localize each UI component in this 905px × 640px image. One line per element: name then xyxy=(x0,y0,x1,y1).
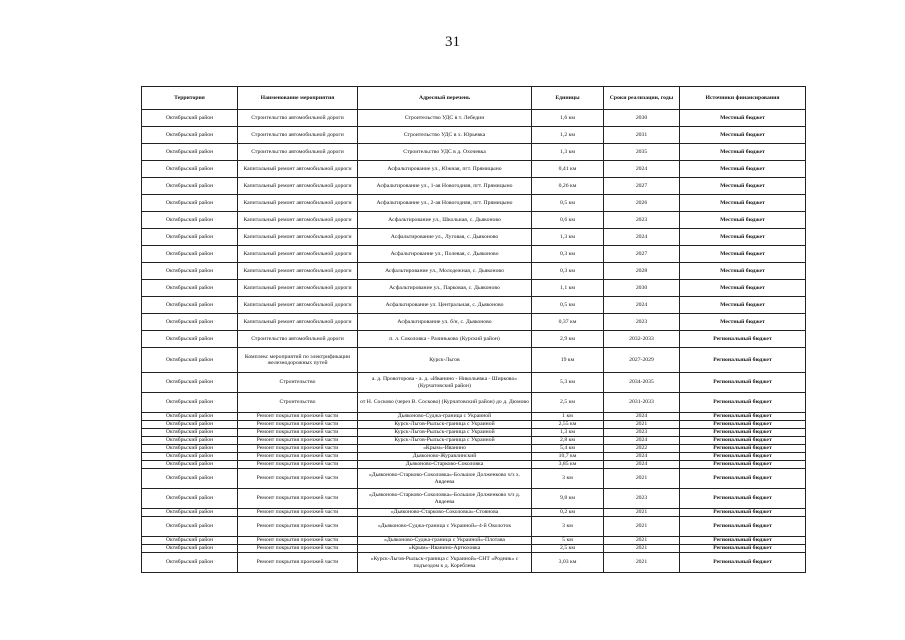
cell-units: 1 км xyxy=(532,413,604,421)
cell-funding: Региональный бюджет xyxy=(680,461,806,469)
header-measure: Наименование мероприятия xyxy=(238,87,358,110)
cell-measure: Капитальный ремонт автомобильной дороги xyxy=(238,263,358,280)
table-row xyxy=(142,246,806,263)
table-row xyxy=(142,195,806,212)
table-row xyxy=(142,297,806,314)
cell-measure: Ремонт покрытия проезжей части xyxy=(238,537,358,545)
cell-years: 2024 xyxy=(604,461,680,469)
table-row xyxy=(142,144,806,161)
cell-units: 0,3 км xyxy=(532,263,604,280)
table-row xyxy=(142,461,806,469)
header-funding: Источники финансирования xyxy=(680,87,806,110)
cell-address: Курск-Льгов-Рыльск-граница с Украиной xyxy=(358,421,532,429)
cell-measure: Капитальный ремонт автомобильной дороги xyxy=(238,212,358,229)
cell-address: «Дьяконово-Старково-Соколовка»-Стоянова xyxy=(358,509,532,517)
cell-address: «Крым»-Иванино-Артюховка xyxy=(358,545,532,553)
table-row xyxy=(142,509,806,517)
cell-measure: Ремонт покрытия проезжей части xyxy=(238,453,358,461)
cell-measure: Строительство xyxy=(238,393,358,413)
cell-funding: Региональный бюджет xyxy=(680,445,806,453)
cell-address: Дьяконово-Старково-Соколовка xyxy=(358,461,532,469)
cell-measure: Капитальный ремонт автомобильной дороги xyxy=(238,195,358,212)
cell-measure: Ремонт покрытия проезжей части xyxy=(238,545,358,553)
cell-years: 2032-2033 xyxy=(604,331,680,348)
cell-measure: Ремонт покрытия проезжей части xyxy=(238,445,358,453)
table-row xyxy=(142,429,806,437)
cell-years: 2021 xyxy=(604,553,680,573)
table-row xyxy=(142,553,806,573)
cell-funding: Региональный бюджет xyxy=(680,517,806,537)
cell-funding: Региональный бюджет xyxy=(680,421,806,429)
table-row xyxy=(142,437,806,445)
cell-units: 0,37 км xyxy=(532,314,604,331)
cell-years: 2021 xyxy=(604,545,680,553)
cell-measure: Строительство автомобильной дороги xyxy=(238,331,358,348)
cell-years: 2030 xyxy=(604,110,680,127)
cell-address: а. д. Провоторова - а. д. «Иванино - Никольевка - Ширково» (Курчатовский район) xyxy=(358,373,532,393)
table-row xyxy=(142,161,806,178)
cell-address: от Н. Сосково (через В. Сосково) (Курчатовский район) до д. Дюмово xyxy=(358,393,532,413)
cell-address: Асфальтирование ул. Центральная, с. Дьяконово xyxy=(358,297,532,314)
cell-address: п. л. Соколовка - Разиньково (Курский район) xyxy=(358,331,532,348)
cell-address: «Дьяконово-Суджа-граница с Украиной»-Плотава xyxy=(358,537,532,545)
cell-funding: Местный бюджет xyxy=(680,314,806,331)
header-territory: Территория xyxy=(142,87,238,110)
cell-units: 2,9 км xyxy=(532,331,604,348)
cell-funding: Региональный бюджет xyxy=(680,509,806,517)
cell-years: 2031-2033 xyxy=(604,393,680,413)
table-row xyxy=(142,545,806,553)
cell-units: 1,6 км xyxy=(532,110,604,127)
cell-years: 2028 xyxy=(604,263,680,280)
cell-territory: Октябрьский район xyxy=(142,489,238,509)
cell-address: Дьяконово-Журавлинский xyxy=(358,453,532,461)
cell-territory: Октябрьский район xyxy=(142,314,238,331)
measures-table xyxy=(141,86,806,573)
cell-years: 2021 xyxy=(604,469,680,489)
cell-territory: Октябрьский район xyxy=(142,331,238,348)
cell-units: 0,3 км xyxy=(532,246,604,263)
cell-territory: Октябрьский район xyxy=(142,445,238,453)
cell-measure: Строительство xyxy=(238,373,358,393)
cell-years: 2024 xyxy=(604,161,680,178)
cell-address: Асфальтирование ул., Парковая, с. Дьяконово xyxy=(358,280,532,297)
cell-address: Строительство УДС в т. Лебедин xyxy=(358,110,532,127)
cell-funding: Региональный бюджет xyxy=(680,373,806,393)
cell-measure: Ремонт покрытия проезжей части xyxy=(238,421,358,429)
table-row xyxy=(142,453,806,461)
cell-funding: Региональный бюджет xyxy=(680,453,806,461)
table-row xyxy=(142,212,806,229)
header-years: Сроки реализации, годы xyxy=(604,87,680,110)
cell-years: 2030 xyxy=(604,280,680,297)
cell-measure: Капитальный ремонт автомобильной дороги xyxy=(238,314,358,331)
cell-territory: Октябрьский район xyxy=(142,509,238,517)
cell-measure: Ремонт покрытия проезжей части xyxy=(238,553,358,573)
cell-units: 10,7 км xyxy=(532,453,604,461)
table-row xyxy=(142,373,806,393)
cell-units: 1,3 км xyxy=(532,429,604,437)
table-row xyxy=(142,229,806,246)
cell-address: Асфальтирование ул., Луговая, с. Дьяконово xyxy=(358,229,532,246)
table-row xyxy=(142,280,806,297)
table-row xyxy=(142,178,806,195)
cell-address: Асфальтирование ул., Молодежная, с. Дьяконово xyxy=(358,263,532,280)
table-row xyxy=(142,331,806,348)
cell-measure: Капитальный ремонт автомобильной дороги xyxy=(238,280,358,297)
cell-years: 2023 xyxy=(604,489,680,509)
cell-units: 0,26 км xyxy=(532,178,604,195)
cell-units: 3 км xyxy=(532,469,604,489)
cell-funding: Региональный бюджет xyxy=(680,469,806,489)
cell-funding: Региональный бюджет xyxy=(680,545,806,553)
cell-funding: Региональный бюджет xyxy=(680,393,806,413)
cell-units: 3,85 км xyxy=(532,461,604,469)
cell-years: 2035 xyxy=(604,144,680,161)
cell-years: 2024 xyxy=(604,437,680,445)
table-row xyxy=(142,413,806,421)
header-address: Адресный перечень xyxy=(358,87,532,110)
cell-territory: Октябрьский район xyxy=(142,373,238,393)
cell-address: Асфальтирование ул. б/н, с. Дьяконово xyxy=(358,314,532,331)
cell-units: 5,3 км xyxy=(532,373,604,393)
cell-units: 0,2 км xyxy=(532,509,604,517)
cell-measure: Капитальный ремонт автомобильной дороги xyxy=(238,246,358,263)
cell-territory: Октябрьский район xyxy=(142,229,238,246)
cell-address: Курск-Льгов-Рыльск-граница с Украиной xyxy=(358,429,532,437)
cell-funding: Местный бюджет xyxy=(680,246,806,263)
cell-territory: Октябрьский район xyxy=(142,517,238,537)
cell-measure: Ремонт покрытия проезжей части xyxy=(238,429,358,437)
cell-measure: Капитальный ремонт автомобильной дороги xyxy=(238,161,358,178)
cell-units: 3,03 км xyxy=(532,553,604,573)
cell-address: Дьяконово-Суджа-граница с Украиной xyxy=(358,413,532,421)
cell-years: 2022 xyxy=(604,445,680,453)
cell-funding: Местный бюджет xyxy=(680,263,806,280)
cell-units: 2,5 км xyxy=(532,393,604,413)
cell-units: 19 км xyxy=(532,348,604,373)
table-row xyxy=(142,110,806,127)
cell-units: 0,6 км xyxy=(532,212,604,229)
cell-funding: Местный бюджет xyxy=(680,161,806,178)
table-row xyxy=(142,127,806,144)
cell-measure: Ремонт покрытия проезжей части xyxy=(238,509,358,517)
cell-territory: Октябрьский район xyxy=(142,110,238,127)
cell-territory: Октябрьский район xyxy=(142,545,238,553)
cell-territory: Октябрьский район xyxy=(142,393,238,413)
cell-funding: Местный бюджет xyxy=(680,127,806,144)
cell-measure: Ремонт покрытия проезжей части xyxy=(238,437,358,445)
cell-years: 2031 xyxy=(604,127,680,144)
cell-units: 0,5 км xyxy=(532,195,604,212)
cell-units: 5,4 км xyxy=(532,445,604,453)
cell-funding: Местный бюджет xyxy=(680,229,806,246)
cell-measure: Ремонт покрытия проезжей части xyxy=(238,461,358,469)
cell-funding: Местный бюджет xyxy=(680,144,806,161)
page-number: 31 xyxy=(445,34,460,50)
cell-years: 2021 xyxy=(604,509,680,517)
table-body xyxy=(142,110,806,573)
cell-years: 2024 xyxy=(604,453,680,461)
cell-territory: Октябрьский район xyxy=(142,453,238,461)
cell-measure: Ремонт покрытия проезжей части xyxy=(238,489,358,509)
cell-years: 2021 xyxy=(604,517,680,537)
cell-territory: Октябрьский район xyxy=(142,348,238,373)
cell-territory: Октябрьский район xyxy=(142,127,238,144)
cell-years: 2026 xyxy=(604,195,680,212)
cell-territory: Октябрьский район xyxy=(142,246,238,263)
cell-address: Асфальтирование ул., Полевая, с. Дьяконово xyxy=(358,246,532,263)
cell-units: 2,55 км xyxy=(532,421,604,429)
cell-units: 3 км xyxy=(532,517,604,537)
cell-address: Асфальтирование ул., 1-ая Новогодняя, пгт. Прямицыно xyxy=(358,178,532,195)
cell-measure: Ремонт покрытия проезжей части xyxy=(238,517,358,537)
cell-territory: Октябрьский район xyxy=(142,212,238,229)
cell-territory: Октябрьский район xyxy=(142,280,238,297)
cell-units: 5 км xyxy=(532,537,604,545)
cell-funding: Региональный бюджет xyxy=(680,537,806,545)
cell-funding: Местный бюджет xyxy=(680,178,806,195)
cell-funding: Региональный бюджет xyxy=(680,348,806,373)
cell-address: Асфальтирование ул., Школьная, с. Дьяконово xyxy=(358,212,532,229)
cell-measure: Ремонт покрытия проезжей части xyxy=(238,413,358,421)
table-row xyxy=(142,489,806,509)
cell-address: «Дьяконово-Старково-Соколовка»-Большое Долженково ч/з х. Авдеева xyxy=(358,469,532,489)
cell-funding: Региональный бюджет xyxy=(680,429,806,437)
cell-funding: Региональный бюджет xyxy=(680,553,806,573)
cell-years: 2024 xyxy=(604,297,680,314)
cell-address: Строительство УДС в х. Юрьевка xyxy=(358,127,532,144)
table-row xyxy=(142,421,806,429)
cell-measure: Строительство автомобильной дороги xyxy=(238,110,358,127)
cell-territory: Октябрьский район xyxy=(142,144,238,161)
cell-funding: Региональный бюджет xyxy=(680,413,806,421)
cell-years: 2027 xyxy=(604,178,680,195)
cell-address: «Дьяконово-Старково-Соколовка»-Большое Долженково ч/з д. Авдеева xyxy=(358,489,532,509)
cell-address: Курск-Льгов-Рыльск-граница с Украиной xyxy=(358,437,532,445)
cell-territory: Октябрьский район xyxy=(142,421,238,429)
cell-address: «Дьяконово-Суджа-граница с Украиной»-4-й Околоток xyxy=(358,517,532,537)
cell-years: 2023 xyxy=(604,429,680,437)
cell-years: 2021 xyxy=(604,537,680,545)
cell-years: 2024 xyxy=(604,229,680,246)
cell-territory: Октябрьский район xyxy=(142,413,238,421)
cell-funding: Местный бюджет xyxy=(680,280,806,297)
cell-territory: Октябрьский район xyxy=(142,469,238,489)
table-row xyxy=(142,348,806,373)
cell-address: Асфальтирование ул., Южная, пгт. Прямицыно xyxy=(358,161,532,178)
cell-years: 2027-2029 xyxy=(604,348,680,373)
cell-units: 1,3 км xyxy=(532,229,604,246)
cell-units: 1,1 км xyxy=(532,280,604,297)
cell-measure: Капитальный ремонт автомобильной дороги xyxy=(238,178,358,195)
cell-units: 0,41 км xyxy=(532,161,604,178)
cell-years: 2023 xyxy=(604,314,680,331)
cell-territory: Октябрьский район xyxy=(142,553,238,573)
cell-territory: Октябрьский район xyxy=(142,437,238,445)
cell-units: 1,3 км xyxy=(532,144,604,161)
cell-units: 2,8 км xyxy=(532,437,604,445)
cell-funding: Региональный бюджет xyxy=(680,331,806,348)
table-row xyxy=(142,445,806,453)
cell-measure: Строительство автомобильной дороги xyxy=(238,144,358,161)
table-header-row xyxy=(142,87,806,110)
cell-address: «Курск-Льгов-Рыльск-граница с Украиной»-СНТ «Родник» с подъездом к д. Кореблева xyxy=(358,553,532,573)
cell-address: «Крым»-Иванино xyxy=(358,445,532,453)
cell-territory: Октябрьский район xyxy=(142,537,238,545)
cell-units: 1,2 км xyxy=(532,127,604,144)
header-units: Единицы xyxy=(532,87,604,110)
cell-measure: Ремонт покрытия проезжей части xyxy=(238,469,358,489)
cell-funding: Местный бюджет xyxy=(680,297,806,314)
cell-territory: Октябрьский район xyxy=(142,297,238,314)
cell-address: Асфальтирование ул., 2-ая Новогодняя, пгт. Прямицыно xyxy=(358,195,532,212)
cell-funding: Местный бюджет xyxy=(680,195,806,212)
table-row xyxy=(142,469,806,489)
table-row xyxy=(142,517,806,537)
cell-measure: Капитальный ремонт автомобильной дороги xyxy=(238,229,358,246)
cell-units: 9,8 км xyxy=(532,489,604,509)
cell-measure: Строительство автомобильной дороги xyxy=(238,127,358,144)
cell-funding: Региональный бюджет xyxy=(680,489,806,509)
cell-territory: Октябрьский район xyxy=(142,429,238,437)
table-row xyxy=(142,314,806,331)
cell-measure: Комплекс мероприятий по электрификации железнодорожных путей xyxy=(238,348,358,373)
cell-years: 2021 xyxy=(604,421,680,429)
cell-territory: Октябрьский район xyxy=(142,461,238,469)
cell-territory: Октябрьский район xyxy=(142,195,238,212)
table-row xyxy=(142,393,806,413)
cell-years: 2027 xyxy=(604,246,680,263)
cell-territory: Октябрьский район xyxy=(142,263,238,280)
table-row xyxy=(142,263,806,280)
cell-units: 0,5 км xyxy=(532,297,604,314)
cell-address: Строительство УДС в д. Охочевка xyxy=(358,144,532,161)
cell-years: 2023 xyxy=(604,212,680,229)
cell-address: Курск-Льгов xyxy=(358,348,532,373)
cell-years: 2024 xyxy=(604,413,680,421)
cell-years: 2034-2035 xyxy=(604,373,680,393)
cell-measure: Капитальный ремонт автомобильной дороги xyxy=(238,297,358,314)
table-row xyxy=(142,537,806,545)
cell-units: 2,5 км xyxy=(532,545,604,553)
cell-funding: Местный бюджет xyxy=(680,110,806,127)
cell-funding: Местный бюджет xyxy=(680,212,806,229)
cell-territory: Октябрьский район xyxy=(142,178,238,195)
cell-territory: Октябрьский район xyxy=(142,161,238,178)
cell-funding: Региональный бюджет xyxy=(680,437,806,445)
